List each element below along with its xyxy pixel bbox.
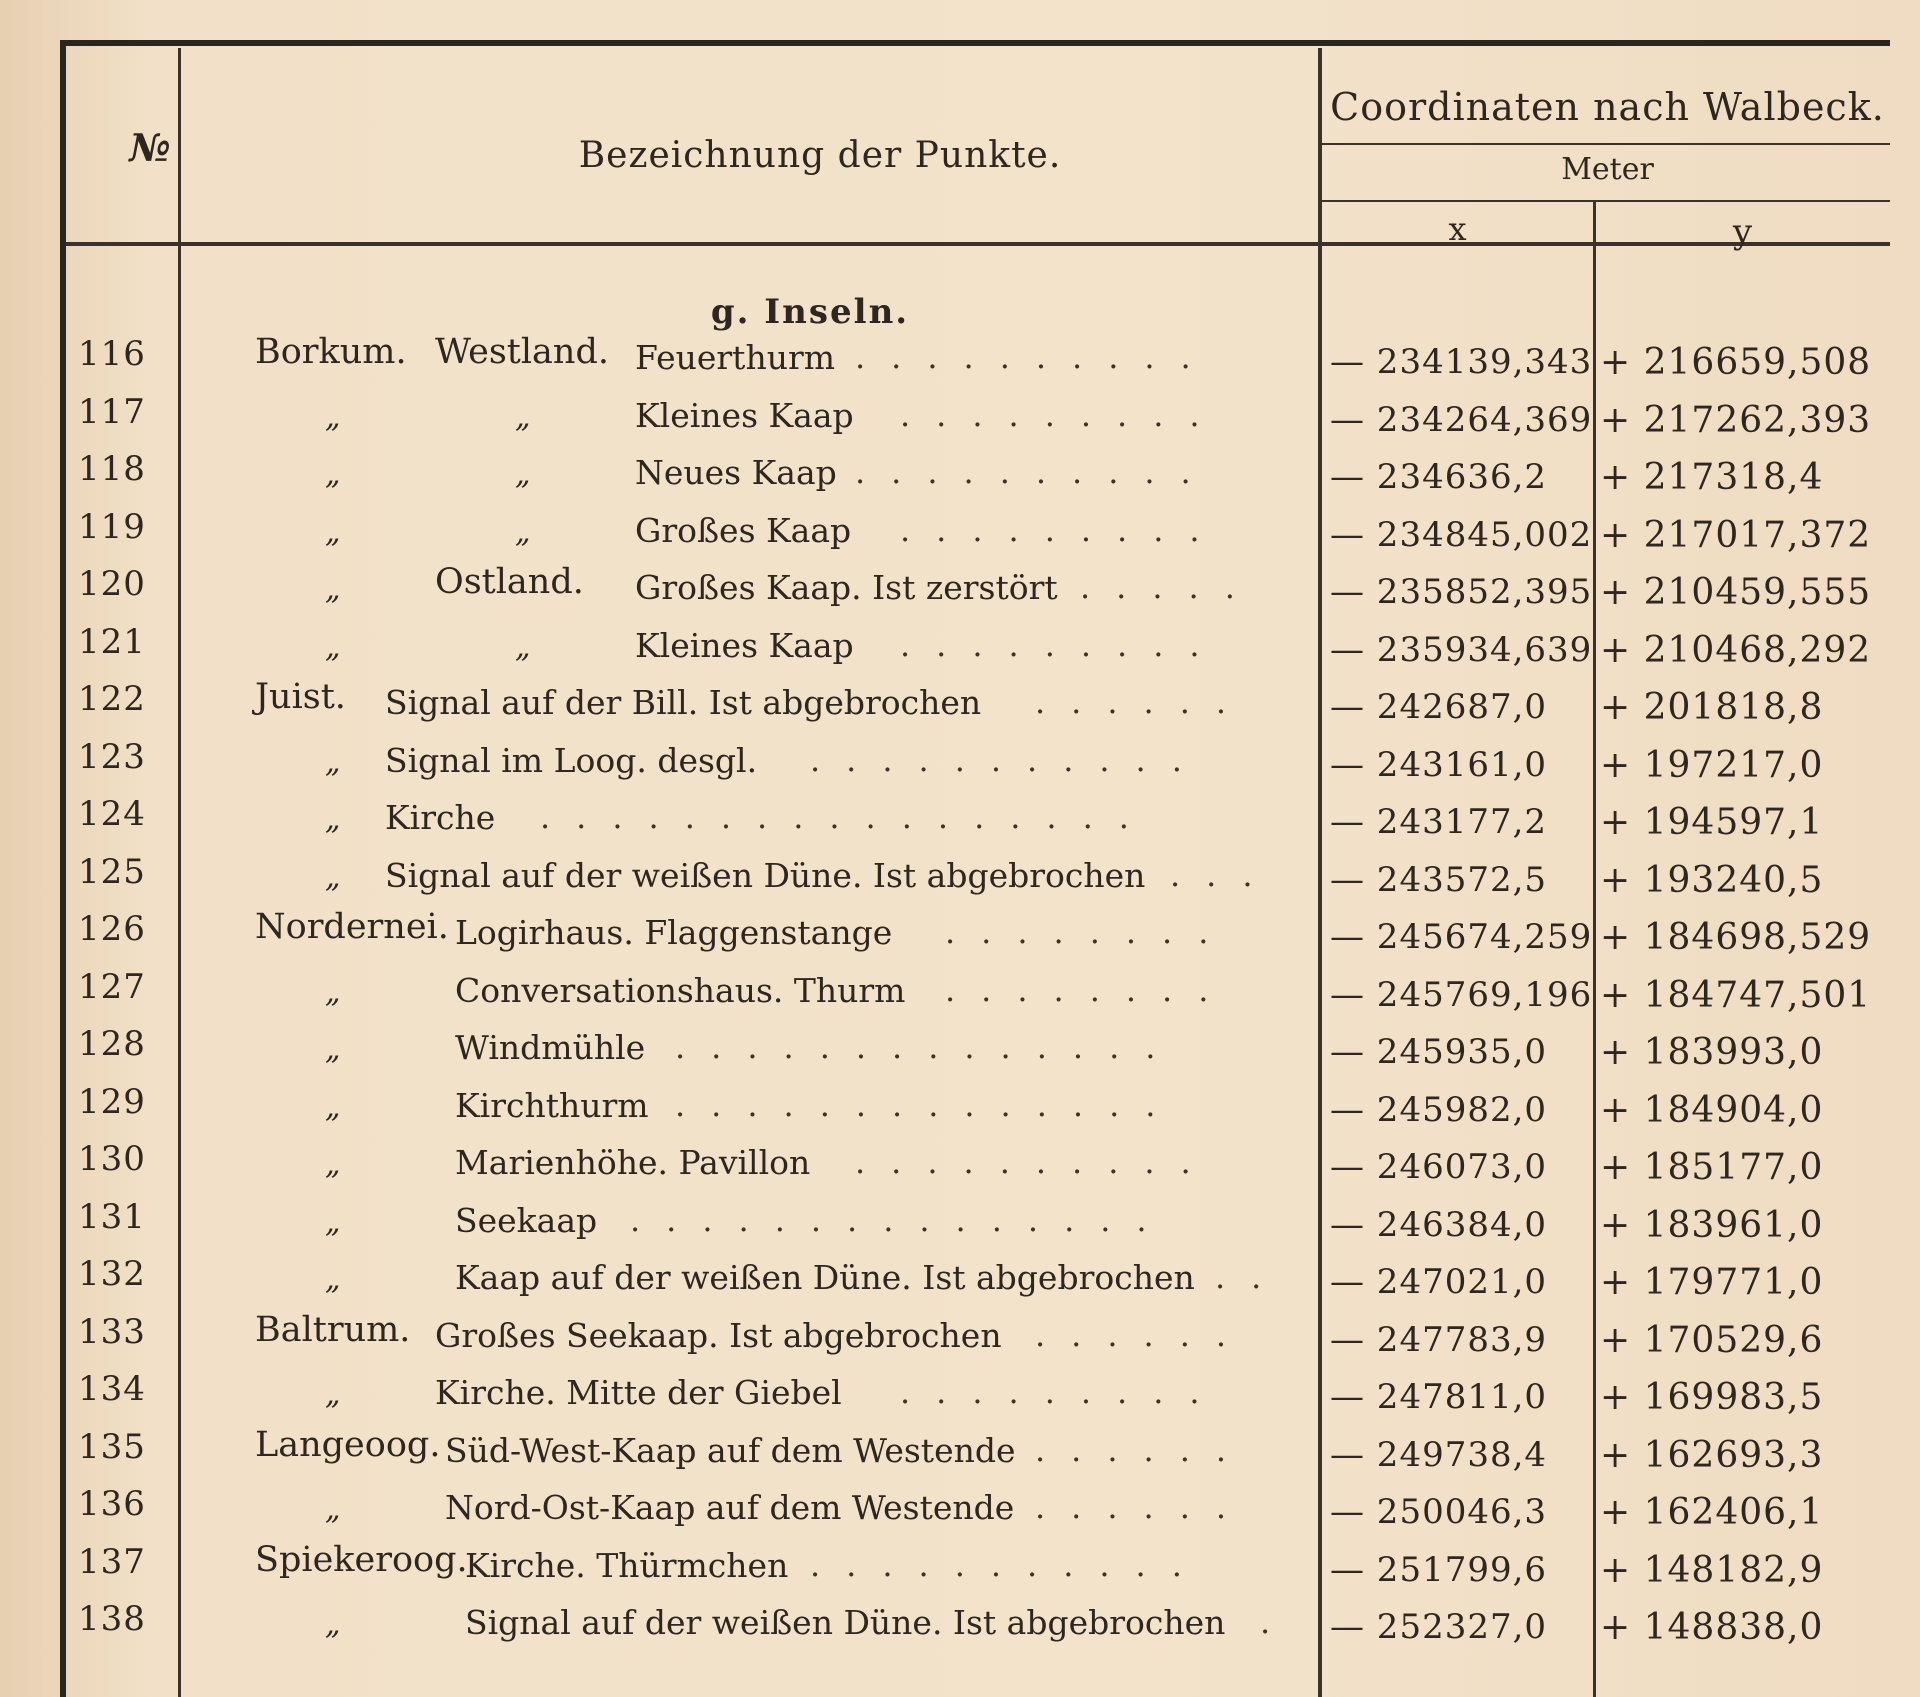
x-coordinate: — 247811,0 (1330, 1377, 1548, 1417)
point-name: Kleines Kaap (635, 395, 854, 435)
table-row (60, 1478, 1890, 1536)
point-name: Kaap auf der weißen Düne. Ist abgebrochen (455, 1258, 1195, 1297)
header-designation: Bezeichnung der Punkte. (578, 135, 1062, 176)
x-coordinate: — 245674,259 (1330, 917, 1593, 957)
table-row (60, 558, 1890, 616)
row-number: 138 (78, 1599, 146, 1639)
leader-dots: .. (1215, 1258, 1288, 1296)
y-coordinate: + 184904,0 (1600, 1089, 1824, 1131)
leader-dots: ......... (900, 1373, 1226, 1411)
x-coordinate: — 235934,639 (1330, 629, 1593, 670)
y-coordinate: + 210459,555 (1600, 572, 1872, 613)
y-coordinate: + 179771,0 (1600, 1262, 1824, 1303)
meter-subrule (1322, 200, 1890, 202)
island-name: Juist. (255, 677, 346, 717)
x-coordinate: — 251799,6 (1330, 1549, 1548, 1590)
row-number: 136 (78, 1484, 146, 1524)
row-number: 122 (78, 679, 146, 719)
y-coordinate: + 217017,372 (1600, 514, 1872, 556)
table-row (60, 1421, 1890, 1479)
x-coordinate: — 246073,0 (1330, 1147, 1548, 1187)
island-name: Langeoog. (255, 1424, 441, 1465)
y-coordinate: + 217318,4 (1600, 457, 1824, 498)
location-name: „ (515, 629, 531, 665)
row-number: 121 (78, 621, 146, 662)
row-number: 137 (78, 1541, 146, 1582)
x-coordinate: — 252327,0 (1330, 1607, 1548, 1647)
y-coordinate: + 216659,508 (1600, 342, 1872, 383)
island-name: „ (325, 457, 341, 492)
x-coordinate: — 234845,002 (1330, 514, 1593, 555)
point-name: Kirche. Mitte der Giebel (435, 1373, 842, 1412)
row-number: 117 (78, 391, 146, 432)
row-number: 124 (78, 794, 146, 834)
location-name: „ (515, 399, 531, 435)
row-number: 131 (78, 1196, 146, 1237)
x-coordinate: — 234264,369 (1330, 399, 1593, 440)
point-name: Signal auf der weißen Düne. Ist abgebrochen (465, 1603, 1226, 1642)
y-coordinate: + 193240,5 (1600, 859, 1824, 901)
y-coordinate: + 162693,3 (1600, 1434, 1824, 1476)
table-row (60, 1191, 1890, 1249)
island-name: „ (325, 1262, 341, 1297)
point-name: Nord-Ost-Kaap auf dem Westende (445, 1488, 1015, 1527)
leader-dots: . (1260, 1603, 1297, 1641)
x-coordinate: — 234636,2 (1330, 457, 1548, 497)
row-number: 125 (78, 851, 146, 892)
table-row (60, 443, 1890, 501)
table-row (60, 1076, 1890, 1134)
leader-dots: .............. (675, 1085, 1182, 1124)
leader-dots: ........... (810, 1545, 1208, 1584)
table-row (60, 731, 1890, 789)
location-name: Ostland. (435, 562, 584, 602)
island-name: „ (325, 399, 341, 435)
point-name: Seekaap (455, 1200, 598, 1240)
point-name: Marienhöhe. Pavillon (455, 1143, 811, 1182)
table-row (60, 1018, 1890, 1076)
table-row (60, 1306, 1890, 1364)
y-coordinate: + 148838,0 (1600, 1607, 1824, 1648)
x-coordinate: — 247021,0 (1330, 1262, 1548, 1302)
table-frame (60, 40, 1890, 1697)
x-coordinate: — 245982,0 (1330, 1089, 1548, 1130)
leader-dots: ................. (540, 798, 1155, 836)
island-name: „ (325, 1492, 341, 1527)
leader-dots: .......... (855, 453, 1217, 491)
location-name: Westland. (435, 332, 609, 372)
header-unit: Meter (1561, 152, 1654, 187)
island-name: „ (325, 629, 341, 665)
point-name: Conversationshaus. Thurm (455, 970, 906, 1010)
y-coordinate: + 148182,9 (1600, 1549, 1824, 1591)
header-y: y (1732, 212, 1753, 252)
section-title: g. Inseln. (710, 292, 910, 332)
island-name: „ (325, 802, 341, 837)
table-row (60, 1536, 1890, 1594)
y-coordinate: + 194597,1 (1600, 802, 1824, 843)
leader-dots: ... (1170, 855, 1279, 894)
row-number: 132 (78, 1254, 146, 1294)
leader-dots: ..... (1080, 568, 1261, 606)
point-name: Logirhaus. Flaggenstange (455, 913, 893, 952)
x-coordinate: — 250046,3 (1330, 1492, 1548, 1532)
header-coordinates: Coordinaten nach Walbeck. (1330, 85, 1885, 129)
x-coordinate: — 243572,5 (1330, 859, 1548, 900)
island-name: Nordernei. (255, 907, 449, 947)
island-name: „ (325, 1607, 341, 1642)
island-name: „ (325, 744, 341, 780)
table-row (60, 328, 1890, 386)
y-coordinate: + 217262,393 (1600, 399, 1872, 441)
table-row (60, 501, 1890, 559)
y-coordinate: + 183961,0 (1600, 1204, 1824, 1246)
leader-dots: .......... (855, 1143, 1217, 1181)
location-name: „ (515, 457, 531, 492)
leader-dots: ......... (900, 625, 1226, 664)
leader-dots: ............... (630, 1200, 1173, 1239)
island-name: „ (325, 514, 341, 550)
leader-dots: .......... (855, 338, 1217, 376)
point-name: Neues Kaap (635, 453, 837, 492)
table-row (60, 616, 1890, 674)
x-coordinate: — 235852,395 (1330, 572, 1593, 612)
x-coordinate: — 245769,196 (1330, 974, 1593, 1015)
y-coordinate: + 197217,0 (1600, 744, 1824, 786)
table-row (60, 1363, 1890, 1421)
island-name: Spiekeroog. (255, 1539, 468, 1580)
leader-dots: .............. (675, 1028, 1182, 1066)
coordinates-subrule (1322, 143, 1890, 145)
island-name: Baltrum. (255, 1309, 411, 1350)
row-number: 134 (78, 1369, 146, 1409)
x-coordinate: — 234139,343 (1330, 342, 1593, 382)
x-coordinate: — 246384,0 (1330, 1204, 1548, 1245)
table-row (60, 788, 1890, 846)
location-name: „ (515, 514, 531, 550)
island-name: „ (325, 974, 341, 1010)
point-name: Kirche. Thürmchen (465, 1545, 789, 1585)
point-name: Großes Kaap. Ist zerstört (635, 568, 1058, 607)
island-name: „ (325, 1089, 341, 1125)
x-coordinate: — 245935,0 (1330, 1032, 1548, 1072)
point-name: Kleines Kaap (635, 625, 854, 665)
row-number: 130 (78, 1139, 146, 1179)
x-coordinate: — 243161,0 (1330, 744, 1548, 785)
row-number: 135 (78, 1426, 146, 1467)
leader-dots: ...... (1035, 1488, 1253, 1526)
x-coordinate: — 249738,4 (1330, 1434, 1548, 1475)
leader-dots: ........ (945, 970, 1235, 1009)
point-name: Feuerthurm (635, 338, 836, 377)
row-number: 118 (78, 449, 146, 489)
leader-dots: ...... (1035, 683, 1253, 721)
row-number: 123 (78, 736, 146, 777)
point-name: Süd-West-Kaap auf dem Westende (445, 1430, 1016, 1470)
point-name: Großes Kaap (635, 510, 852, 550)
y-coordinate: + 184747,501 (1600, 974, 1872, 1016)
row-number: 128 (78, 1024, 146, 1064)
island-name: „ (325, 1147, 341, 1182)
x-coordinate: — 243177,2 (1330, 802, 1548, 842)
point-name: Signal im Loog. desgl. (385, 740, 758, 780)
island-name: „ (325, 1204, 341, 1240)
row-number: 129 (78, 1081, 146, 1122)
leader-dots: ...... (1035, 1430, 1253, 1469)
island-name: „ (325, 1377, 341, 1412)
table-row (60, 1248, 1890, 1306)
table-row (60, 673, 1890, 731)
table-row (60, 903, 1890, 961)
x-coordinate: — 242687,0 (1330, 687, 1548, 727)
table-body (60, 328, 1890, 1651)
y-coordinate: + 183993,0 (1600, 1032, 1824, 1073)
y-coordinate: + 169983,5 (1600, 1377, 1824, 1418)
table-row (60, 386, 1890, 444)
leader-dots: ........ (945, 913, 1235, 951)
header-x: x (1448, 210, 1467, 248)
y-coordinate: + 170529,6 (1600, 1319, 1824, 1361)
point-name: Kirche (385, 798, 496, 837)
point-name: Signal auf der Bill. Ist abgebrochen (385, 683, 982, 722)
leader-dots: ........... (810, 740, 1208, 779)
point-name: Kirchthurm (455, 1085, 649, 1125)
row-number: 116 (78, 334, 146, 374)
island-name: „ (325, 859, 341, 895)
y-coordinate: + 162406,1 (1600, 1492, 1824, 1533)
leader-dots: ......... (900, 510, 1226, 549)
island-name: Borkum. (255, 332, 407, 372)
table-row (60, 846, 1890, 904)
y-coordinate: + 201818,8 (1600, 687, 1824, 728)
x-coordinate: — 247783,9 (1330, 1319, 1548, 1360)
table-row (60, 961, 1890, 1019)
table-row (60, 1133, 1890, 1191)
row-number: 133 (78, 1311, 146, 1352)
row-number: 127 (78, 966, 146, 1007)
row-number: 119 (78, 506, 146, 547)
row-number: 120 (78, 564, 146, 604)
row-number: 126 (78, 909, 146, 949)
island-name: „ (325, 572, 341, 607)
header-number: № (129, 125, 171, 170)
point-name: Großes Seekaap. Ist abgebrochen (435, 1315, 1002, 1355)
leader-dots: ...... (1035, 1315, 1253, 1354)
y-coordinate: + 184698,529 (1600, 917, 1872, 958)
leader-dots: ......... (900, 395, 1226, 434)
table-row (60, 1593, 1890, 1651)
y-coordinate: + 185177,0 (1600, 1147, 1824, 1188)
island-name: „ (325, 1032, 341, 1067)
y-coordinate: + 210468,292 (1600, 629, 1872, 671)
point-name: Signal auf der weißen Düne. Ist abgebrochen (385, 855, 1146, 895)
point-name: Windmühle (455, 1028, 646, 1067)
